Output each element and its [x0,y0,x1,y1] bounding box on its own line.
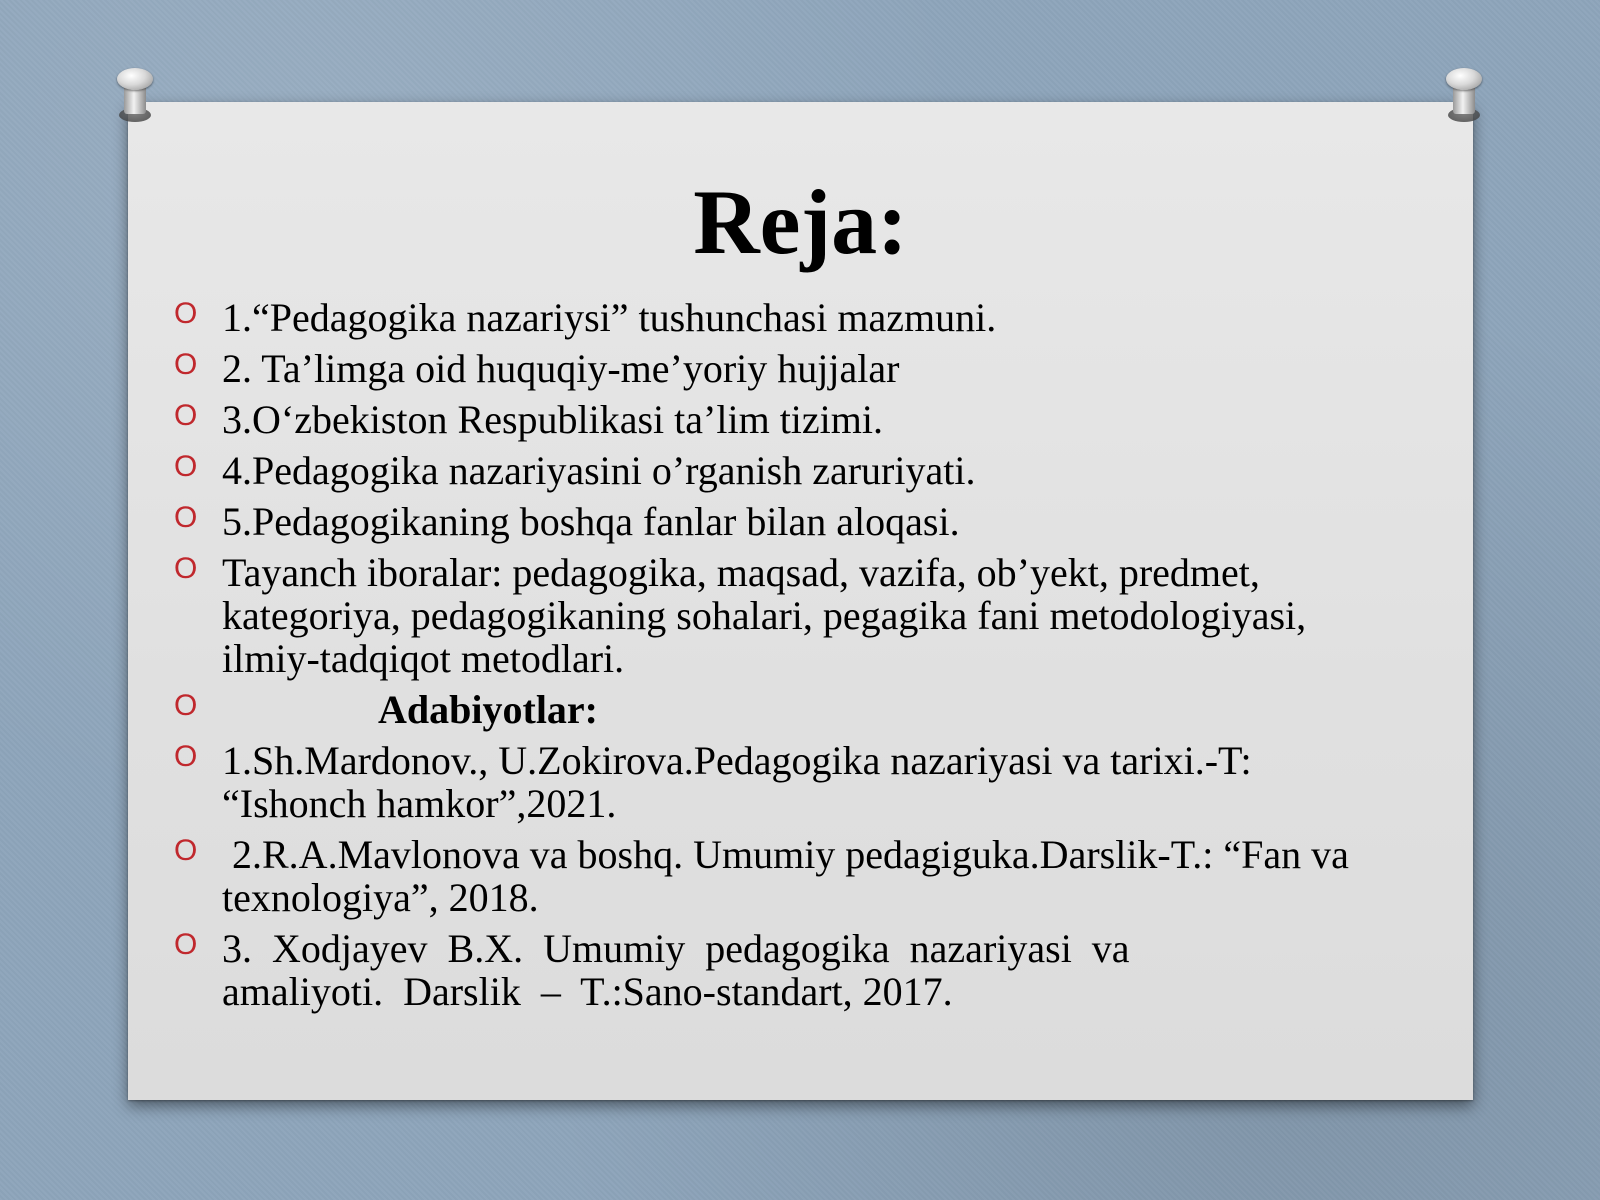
list-item-text: 4.Pedagogika nazariyasini o’rganish zaruriyati. [222,448,976,493]
list-item [172,398,1392,441]
bullet-ring-icon: O [174,399,198,432]
list-item-text: 2.R.A.Mavlonova va boshq. Umumiy pedagiguka.Darslik-T.: “Fan va texnologiya”, 2018. [222,832,1359,920]
list-item-text: 5.Pedagogikaning boshqa fanlar bilan aloqasi. [222,499,960,544]
list-item-text: 3.O‘zbekiston Respublikasi ta’lim tizimi. [222,397,884,442]
bullet-ring-icon: O [174,928,198,961]
list-item-text: Tayanch iboralar: pedagogika, maqsad, vazifa, ob’yekt, predmet, kategoriya, pedagogikaning sohalari, pegagika fani metodologiyasi, ilmiy-tadqiqot metodlari. [222,550,1307,681]
list-item-text: 2. Ta’limga oid huquqiy-me’yoriy hujjalar [222,346,900,391]
bullet-list [172,296,1392,1021]
bullet-ring-icon: O [174,834,198,867]
list-item [172,551,1392,680]
list-item [172,833,1392,919]
list-item [172,739,1392,825]
bullet-ring-icon: O [174,689,198,722]
list-item [172,296,1392,339]
bullet-ring-icon: O [174,740,198,773]
slide-title: Reja: [693,171,908,273]
pushpin-icon [113,68,157,124]
list-item [172,688,1392,731]
bullet-ring-icon: O [174,501,198,534]
section-heading: Adabiyotlar: [378,687,598,732]
pushpin-icon [1442,68,1486,124]
bullet-ring-icon: O [174,552,198,585]
bullet-ring-icon: O [174,297,198,330]
list-item-text: 3. Xodjayev B.X. Umumiy pedagogika nazariyasi va amaliyoti. Darslik – T.:Sano-standart, 2017. [222,926,1140,1014]
bullet-ring-icon: O [174,450,198,483]
list-item [172,500,1392,543]
list-item [172,449,1392,492]
list-item-text: 1.Sh.Mardonov., U.Zokirova.Pedagogika nazariyasi va tarixi.-T: “Ishonch hamkor”,2021. [222,738,1252,826]
list-item-text: 1.“Pedagogika nazariysi” tushunchasi mazmuni. [222,295,997,340]
bullet-ring-icon: O [174,348,198,381]
list-item [172,927,1392,1013]
list-item [172,347,1392,390]
